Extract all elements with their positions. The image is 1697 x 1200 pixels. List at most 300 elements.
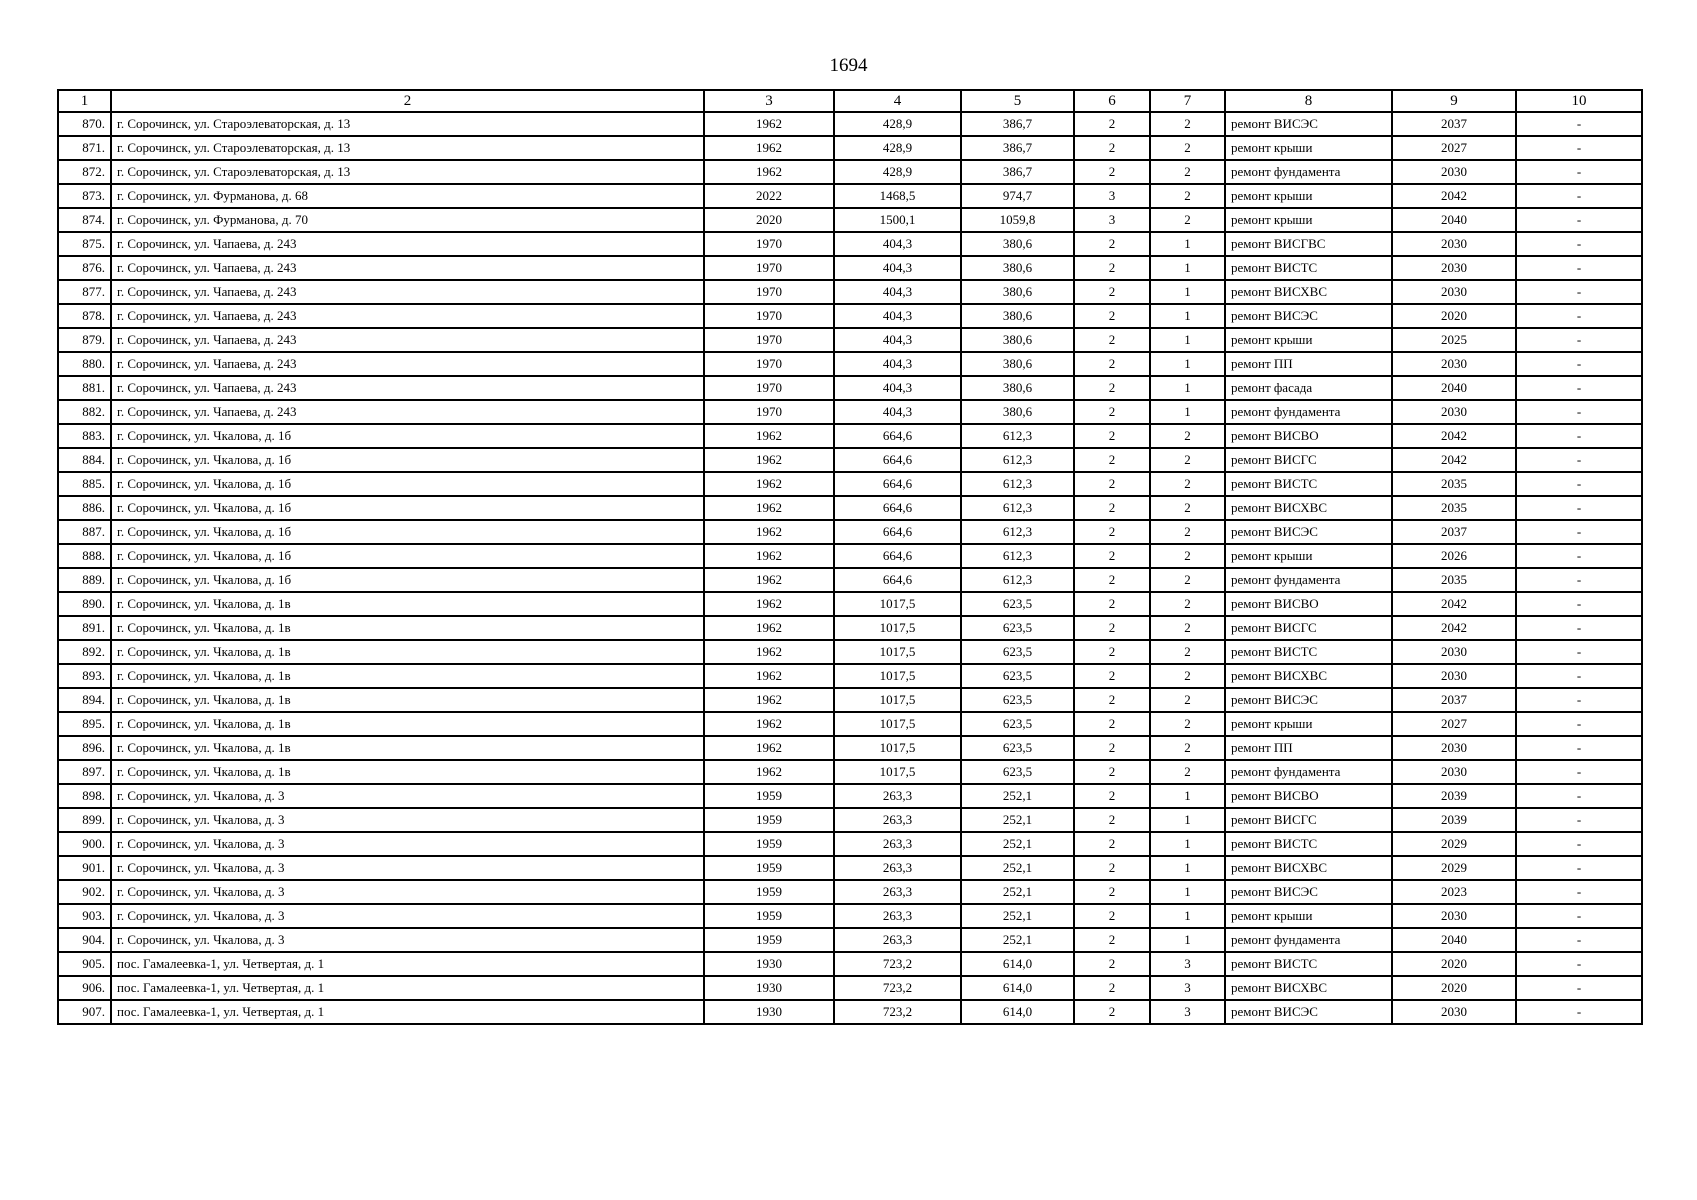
- table-row: [58, 136, 1642, 160]
- cell-year-built: 1970: [704, 376, 834, 400]
- cell-total-area: 664,6: [834, 520, 961, 544]
- cell-living-area: 974,7: [961, 184, 1074, 208]
- table-row: [58, 328, 1642, 352]
- cell-floors: 2: [1074, 160, 1150, 184]
- cell-total-area: 664,6: [834, 448, 961, 472]
- cell-note: -: [1516, 520, 1642, 544]
- table-row: [58, 688, 1642, 712]
- cell-address: г. Сорочинск, ул. Чкалова, д. 1б: [111, 472, 704, 496]
- cell-entrances: 1: [1150, 376, 1225, 400]
- cell-entrances: 2: [1150, 136, 1225, 160]
- cell-living-area: 380,6: [961, 376, 1074, 400]
- cell-address: пос. Гамалеевка-1, ул. Четвертая, д. 1: [111, 1000, 704, 1024]
- cell-note: -: [1516, 472, 1642, 496]
- cell-planned-year: 2042: [1392, 592, 1516, 616]
- cell-row-number: 894.: [58, 688, 111, 712]
- cell-living-area: 252,1: [961, 904, 1074, 928]
- cell-floors: 2: [1074, 400, 1150, 424]
- cell-living-area: 386,7: [961, 160, 1074, 184]
- table-row: [58, 856, 1642, 880]
- cell-living-area: 252,1: [961, 784, 1074, 808]
- cell-row-number: 876.: [58, 256, 111, 280]
- cell-note: -: [1516, 136, 1642, 160]
- cell-year-built: 1962: [704, 736, 834, 760]
- cell-year-built: 1959: [704, 880, 834, 904]
- cell-planned-year: 2029: [1392, 856, 1516, 880]
- cell-address: г. Сорочинск, ул. Чкалова, д. 3: [111, 808, 704, 832]
- cell-note: -: [1516, 496, 1642, 520]
- cell-total-area: 428,9: [834, 160, 961, 184]
- cell-row-number: 890.: [58, 592, 111, 616]
- cell-planned-year: 2042: [1392, 448, 1516, 472]
- cell-planned-year: 2035: [1392, 568, 1516, 592]
- cell-address: г. Сорочинск, ул. Чкалова, д. 1б: [111, 448, 704, 472]
- cell-repair-type: ремонт ПП: [1225, 736, 1392, 760]
- cell-address: г. Сорочинск, ул. Чапаева, д. 243: [111, 304, 704, 328]
- cell-address: г. Сорочинск, ул. Чкалова, д. 3: [111, 832, 704, 856]
- cell-note: -: [1516, 808, 1642, 832]
- cell-living-area: 614,0: [961, 976, 1074, 1000]
- cell-living-area: 386,7: [961, 112, 1074, 136]
- cell-floors: 2: [1074, 280, 1150, 304]
- cell-note: -: [1516, 256, 1642, 280]
- cell-repair-type: ремонт крыши: [1225, 328, 1392, 352]
- cell-planned-year: 2025: [1392, 328, 1516, 352]
- cell-note: -: [1516, 736, 1642, 760]
- cell-planned-year: 2020: [1392, 976, 1516, 1000]
- table-row: [58, 640, 1642, 664]
- cell-note: -: [1516, 400, 1642, 424]
- cell-total-area: 404,3: [834, 280, 961, 304]
- cell-year-built: 1962: [704, 112, 834, 136]
- table-row: [58, 232, 1642, 256]
- table-row: [58, 664, 1642, 688]
- cell-address: г. Сорочинск, ул. Чапаева, д. 243: [111, 328, 704, 352]
- cell-year-built: 1959: [704, 832, 834, 856]
- cell-floors: 2: [1074, 592, 1150, 616]
- cell-note: -: [1516, 112, 1642, 136]
- table-row: [58, 376, 1642, 400]
- cell-total-area: 263,3: [834, 784, 961, 808]
- cell-floors: 2: [1074, 544, 1150, 568]
- cell-year-built: 1970: [704, 352, 834, 376]
- cell-planned-year: 2035: [1392, 472, 1516, 496]
- cell-living-area: 612,3: [961, 472, 1074, 496]
- cell-year-built: 1959: [704, 904, 834, 928]
- cell-planned-year: 2030: [1392, 400, 1516, 424]
- cell-row-number: 872.: [58, 160, 111, 184]
- cell-address: г. Сорочинск, ул. Староэлеваторская, д. 13: [111, 160, 704, 184]
- cell-floors: 2: [1074, 880, 1150, 904]
- cell-row-number: 891.: [58, 616, 111, 640]
- cell-entrances: 3: [1150, 952, 1225, 976]
- cell-total-area: 263,3: [834, 904, 961, 928]
- cell-repair-type: ремонт фундамента: [1225, 400, 1392, 424]
- cell-planned-year: 2030: [1392, 256, 1516, 280]
- cell-repair-type: ремонт фундамента: [1225, 760, 1392, 784]
- cell-living-area: 623,5: [961, 592, 1074, 616]
- cell-total-area: 723,2: [834, 952, 961, 976]
- cell-row-number: 898.: [58, 784, 111, 808]
- cell-entrances: 2: [1150, 640, 1225, 664]
- cell-address: г. Сорочинск, ул. Чкалова, д. 1в: [111, 616, 704, 640]
- cell-note: -: [1516, 160, 1642, 184]
- cell-address: г. Сорочинск, ул. Чкалова, д. 1б: [111, 424, 704, 448]
- cell-note: -: [1516, 952, 1642, 976]
- cell-address: г. Сорочинск, ул. Чкалова, д. 3: [111, 784, 704, 808]
- table-row: [58, 784, 1642, 808]
- cell-repair-type: ремонт крыши: [1225, 136, 1392, 160]
- cell-repair-type: ремонт ВИСГС: [1225, 616, 1392, 640]
- cell-living-area: 623,5: [961, 616, 1074, 640]
- cell-row-number: 892.: [58, 640, 111, 664]
- cell-entrances: 2: [1150, 616, 1225, 640]
- cell-floors: 2: [1074, 976, 1150, 1000]
- cell-total-area: 263,3: [834, 832, 961, 856]
- cell-row-number: 881.: [58, 376, 111, 400]
- table-row: [58, 424, 1642, 448]
- cell-living-area: 252,1: [961, 880, 1074, 904]
- cell-note: -: [1516, 976, 1642, 1000]
- cell-entrances: 3: [1150, 976, 1225, 1000]
- cell-year-built: 1959: [704, 784, 834, 808]
- table-row: [58, 808, 1642, 832]
- cell-row-number: 884.: [58, 448, 111, 472]
- cell-repair-type: ремонт ВИСТС: [1225, 640, 1392, 664]
- cell-year-built: 1970: [704, 328, 834, 352]
- cell-year-built: 1962: [704, 496, 834, 520]
- cell-repair-type: ремонт ВИСЭС: [1225, 112, 1392, 136]
- cell-note: -: [1516, 304, 1642, 328]
- table-row: [58, 544, 1642, 568]
- cell-address: г. Сорочинск, ул. Чапаева, д. 243: [111, 376, 704, 400]
- cell-year-built: 1930: [704, 952, 834, 976]
- cell-year-built: 1962: [704, 424, 834, 448]
- cell-address: г. Сорочинск, ул. Чкалова, д. 1в: [111, 736, 704, 760]
- cell-row-number: 895.: [58, 712, 111, 736]
- cell-total-area: 263,3: [834, 856, 961, 880]
- cell-row-number: 906.: [58, 976, 111, 1000]
- cell-floors: 2: [1074, 376, 1150, 400]
- column-header-10: 10: [1516, 90, 1642, 112]
- cell-entrances: 1: [1150, 832, 1225, 856]
- cell-address: г. Сорочинск, ул. Чкалова, д. 1б: [111, 520, 704, 544]
- table-row: [58, 1000, 1642, 1024]
- cell-row-number: 877.: [58, 280, 111, 304]
- cell-living-area: 612,3: [961, 544, 1074, 568]
- cell-entrances: 1: [1150, 904, 1225, 928]
- column-header-1: 1: [58, 90, 111, 112]
- cell-entrances: 1: [1150, 304, 1225, 328]
- cell-living-area: 623,5: [961, 712, 1074, 736]
- table-row: [58, 568, 1642, 592]
- cell-total-area: 664,6: [834, 568, 961, 592]
- header-row: [58, 90, 1642, 112]
- cell-planned-year: 2039: [1392, 784, 1516, 808]
- cell-repair-type: ремонт ВИСВО: [1225, 424, 1392, 448]
- cell-year-built: 1959: [704, 856, 834, 880]
- cell-repair-type: ремонт фундамента: [1225, 160, 1392, 184]
- cell-repair-type: ремонт ВИСГС: [1225, 448, 1392, 472]
- cell-year-built: 1970: [704, 400, 834, 424]
- cell-entrances: 2: [1150, 688, 1225, 712]
- cell-row-number: 900.: [58, 832, 111, 856]
- cell-entrances: 2: [1150, 520, 1225, 544]
- cell-year-built: 1930: [704, 976, 834, 1000]
- cell-planned-year: 2030: [1392, 760, 1516, 784]
- cell-floors: 2: [1074, 568, 1150, 592]
- cell-floors: 2: [1074, 688, 1150, 712]
- cell-floors: 2: [1074, 232, 1150, 256]
- cell-living-area: 380,6: [961, 400, 1074, 424]
- cell-floors: 2: [1074, 904, 1150, 928]
- cell-repair-type: ремонт крыши: [1225, 712, 1392, 736]
- cell-entrances: 1: [1150, 856, 1225, 880]
- cell-entrances: 1: [1150, 280, 1225, 304]
- cell-repair-type: ремонт ВИСЭС: [1225, 880, 1392, 904]
- cell-entrances: 1: [1150, 400, 1225, 424]
- cell-living-area: 1059,8: [961, 208, 1074, 232]
- cell-planned-year: 2030: [1392, 352, 1516, 376]
- cell-living-area: 386,7: [961, 136, 1074, 160]
- cell-total-area: 723,2: [834, 1000, 961, 1024]
- cell-row-number: 888.: [58, 544, 111, 568]
- cell-floors: 2: [1074, 112, 1150, 136]
- cell-year-built: 1962: [704, 520, 834, 544]
- cell-year-built: 1962: [704, 136, 834, 160]
- cell-address: г. Сорочинск, ул. Чкалова, д. 1в: [111, 640, 704, 664]
- table-row: [58, 304, 1642, 328]
- cell-planned-year: 2030: [1392, 160, 1516, 184]
- column-header-6: 6: [1074, 90, 1150, 112]
- table-row: [58, 256, 1642, 280]
- cell-total-area: 1017,5: [834, 736, 961, 760]
- cell-living-area: 252,1: [961, 856, 1074, 880]
- cell-note: -: [1516, 664, 1642, 688]
- cell-repair-type: ремонт фундамента: [1225, 928, 1392, 952]
- cell-row-number: 899.: [58, 808, 111, 832]
- cell-note: -: [1516, 280, 1642, 304]
- cell-floors: 2: [1074, 808, 1150, 832]
- cell-row-number: 897.: [58, 760, 111, 784]
- cell-year-built: 1962: [704, 592, 834, 616]
- cell-total-area: 428,9: [834, 136, 961, 160]
- table-row: [58, 208, 1642, 232]
- cell-row-number: 871.: [58, 136, 111, 160]
- cell-planned-year: 2020: [1392, 304, 1516, 328]
- cell-repair-type: ремонт крыши: [1225, 544, 1392, 568]
- cell-entrances: 1: [1150, 232, 1225, 256]
- cell-note: -: [1516, 904, 1642, 928]
- cell-floors: 2: [1074, 832, 1150, 856]
- cell-planned-year: 2035: [1392, 496, 1516, 520]
- cell-repair-type: ремонт фасада: [1225, 376, 1392, 400]
- table-row: [58, 904, 1642, 928]
- cell-year-built: 1962: [704, 448, 834, 472]
- cell-address: пос. Гамалеевка-1, ул. Четвертая, д. 1: [111, 976, 704, 1000]
- cell-note: -: [1516, 640, 1642, 664]
- cell-note: -: [1516, 448, 1642, 472]
- cell-address: г. Сорочинск, ул. Чкалова, д. 1в: [111, 688, 704, 712]
- cell-note: -: [1516, 208, 1642, 232]
- cell-entrances: 1: [1150, 928, 1225, 952]
- cell-living-area: 612,3: [961, 568, 1074, 592]
- cell-entrances: 1: [1150, 808, 1225, 832]
- cell-note: -: [1516, 184, 1642, 208]
- cell-total-area: 1017,5: [834, 760, 961, 784]
- cell-year-built: 1962: [704, 640, 834, 664]
- cell-note: -: [1516, 424, 1642, 448]
- table-row: [58, 928, 1642, 952]
- cell-repair-type: ремонт ВИСТС: [1225, 832, 1392, 856]
- cell-year-built: 2020: [704, 208, 834, 232]
- cell-entrances: 2: [1150, 472, 1225, 496]
- cell-living-area: 252,1: [961, 808, 1074, 832]
- cell-repair-type: ремонт ВИСГВС: [1225, 232, 1392, 256]
- cell-floors: 2: [1074, 712, 1150, 736]
- table-row: [58, 976, 1642, 1000]
- cell-note: -: [1516, 592, 1642, 616]
- cell-address: г. Сорочинск, ул. Чапаева, д. 243: [111, 352, 704, 376]
- cell-planned-year: 2023: [1392, 880, 1516, 904]
- cell-year-built: 1970: [704, 256, 834, 280]
- cell-total-area: 404,3: [834, 376, 961, 400]
- cell-row-number: 879.: [58, 328, 111, 352]
- cell-note: -: [1516, 712, 1642, 736]
- column-header-5: 5: [961, 90, 1074, 112]
- table-row: [58, 496, 1642, 520]
- cell-living-area: 614,0: [961, 952, 1074, 976]
- cell-living-area: 380,6: [961, 304, 1074, 328]
- cell-planned-year: 2030: [1392, 1000, 1516, 1024]
- cell-floors: 2: [1074, 352, 1150, 376]
- cell-repair-type: ремонт ВИСХВС: [1225, 976, 1392, 1000]
- cell-address: г. Сорочинск, ул. Чкалова, д. 1б: [111, 544, 704, 568]
- cell-entrances: 1: [1150, 352, 1225, 376]
- cell-living-area: 380,6: [961, 232, 1074, 256]
- column-header-8: 8: [1225, 90, 1392, 112]
- cell-planned-year: 2037: [1392, 688, 1516, 712]
- cell-total-area: 404,3: [834, 304, 961, 328]
- cell-year-built: 1970: [704, 304, 834, 328]
- cell-address: г. Сорочинск, ул. Чкалова, д. 1в: [111, 592, 704, 616]
- cell-entrances: 2: [1150, 592, 1225, 616]
- cell-entrances: 2: [1150, 208, 1225, 232]
- cell-note: -: [1516, 760, 1642, 784]
- cell-row-number: 878.: [58, 304, 111, 328]
- cell-row-number: 889.: [58, 568, 111, 592]
- cell-repair-type: ремонт ВИСГС: [1225, 808, 1392, 832]
- cell-address: г. Сорочинск, ул. Чкалова, д. 1б: [111, 496, 704, 520]
- cell-total-area: 263,3: [834, 880, 961, 904]
- cell-note: -: [1516, 832, 1642, 856]
- cell-floors: 2: [1074, 952, 1150, 976]
- cell-entrances: 2: [1150, 736, 1225, 760]
- cell-living-area: 612,3: [961, 520, 1074, 544]
- cell-floors: 2: [1074, 520, 1150, 544]
- cell-floors: 2: [1074, 256, 1150, 280]
- cell-entrances: 2: [1150, 448, 1225, 472]
- cell-floors: 2: [1074, 424, 1150, 448]
- cell-living-area: 623,5: [961, 640, 1074, 664]
- cell-floors: 2: [1074, 472, 1150, 496]
- cell-entrances: 1: [1150, 328, 1225, 352]
- cell-total-area: 404,3: [834, 400, 961, 424]
- cell-year-built: 1962: [704, 664, 834, 688]
- cell-floors: 2: [1074, 616, 1150, 640]
- page-number: 1694: [829, 55, 868, 76]
- cell-planned-year: 2042: [1392, 616, 1516, 640]
- cell-note: -: [1516, 856, 1642, 880]
- table-row: [58, 520, 1642, 544]
- cell-planned-year: 2037: [1392, 520, 1516, 544]
- cell-repair-type: ремонт крыши: [1225, 208, 1392, 232]
- cell-total-area: 428,9: [834, 112, 961, 136]
- cell-note: -: [1516, 352, 1642, 376]
- cell-entrances: 1: [1150, 784, 1225, 808]
- cell-address: г. Сорочинск, ул. Чкалова, д. 3: [111, 928, 704, 952]
- cell-row-number: 875.: [58, 232, 111, 256]
- column-header-3: 3: [704, 90, 834, 112]
- cell-entrances: 2: [1150, 424, 1225, 448]
- cell-floors: 2: [1074, 448, 1150, 472]
- cell-planned-year: 2030: [1392, 664, 1516, 688]
- cell-repair-type: ремонт ВИСТС: [1225, 952, 1392, 976]
- table-row: [58, 712, 1642, 736]
- cell-year-built: 1962: [704, 712, 834, 736]
- cell-repair-type: ремонт ВИСВО: [1225, 784, 1392, 808]
- table-row: [58, 616, 1642, 640]
- cell-address: пос. Гамалеевка-1, ул. Четвертая, д. 1: [111, 952, 704, 976]
- table-row: [58, 280, 1642, 304]
- cell-address: г. Сорочинск, ул. Чапаева, д. 243: [111, 256, 704, 280]
- cell-address: г. Сорочинск, ул. Чкалова, д. 1в: [111, 664, 704, 688]
- cell-total-area: 263,3: [834, 808, 961, 832]
- cell-year-built: 1970: [704, 232, 834, 256]
- cell-planned-year: 2029: [1392, 832, 1516, 856]
- cell-living-area: 623,5: [961, 688, 1074, 712]
- table-row: [58, 352, 1642, 376]
- table-row: [58, 448, 1642, 472]
- cell-total-area: 404,3: [834, 352, 961, 376]
- cell-note: -: [1516, 232, 1642, 256]
- cell-row-number: 873.: [58, 184, 111, 208]
- cell-row-number: 902.: [58, 880, 111, 904]
- cell-note: -: [1516, 376, 1642, 400]
- cell-row-number: 893.: [58, 664, 111, 688]
- cell-address: г. Сорочинск, ул. Чкалова, д. 3: [111, 856, 704, 880]
- cell-floors: 2: [1074, 928, 1150, 952]
- column-header-7: 7: [1150, 90, 1225, 112]
- cell-note: -: [1516, 784, 1642, 808]
- table-row: [58, 472, 1642, 496]
- cell-planned-year: 2037: [1392, 112, 1516, 136]
- cell-total-area: 664,6: [834, 496, 961, 520]
- cell-floors: 2: [1074, 1000, 1150, 1024]
- cell-planned-year: 2026: [1392, 544, 1516, 568]
- cell-entrances: 1: [1150, 880, 1225, 904]
- cell-repair-type: ремонт ВИСВО: [1225, 592, 1392, 616]
- cell-address: г. Сорочинск, ул. Чапаева, д. 243: [111, 400, 704, 424]
- cell-floors: 2: [1074, 784, 1150, 808]
- cell-row-number: 874.: [58, 208, 111, 232]
- cell-planned-year: 2040: [1392, 928, 1516, 952]
- cell-entrances: 1: [1150, 256, 1225, 280]
- cell-entrances: 2: [1150, 664, 1225, 688]
- cell-year-built: 1959: [704, 928, 834, 952]
- column-header-2: 2: [111, 90, 704, 112]
- cell-total-area: 664,6: [834, 544, 961, 568]
